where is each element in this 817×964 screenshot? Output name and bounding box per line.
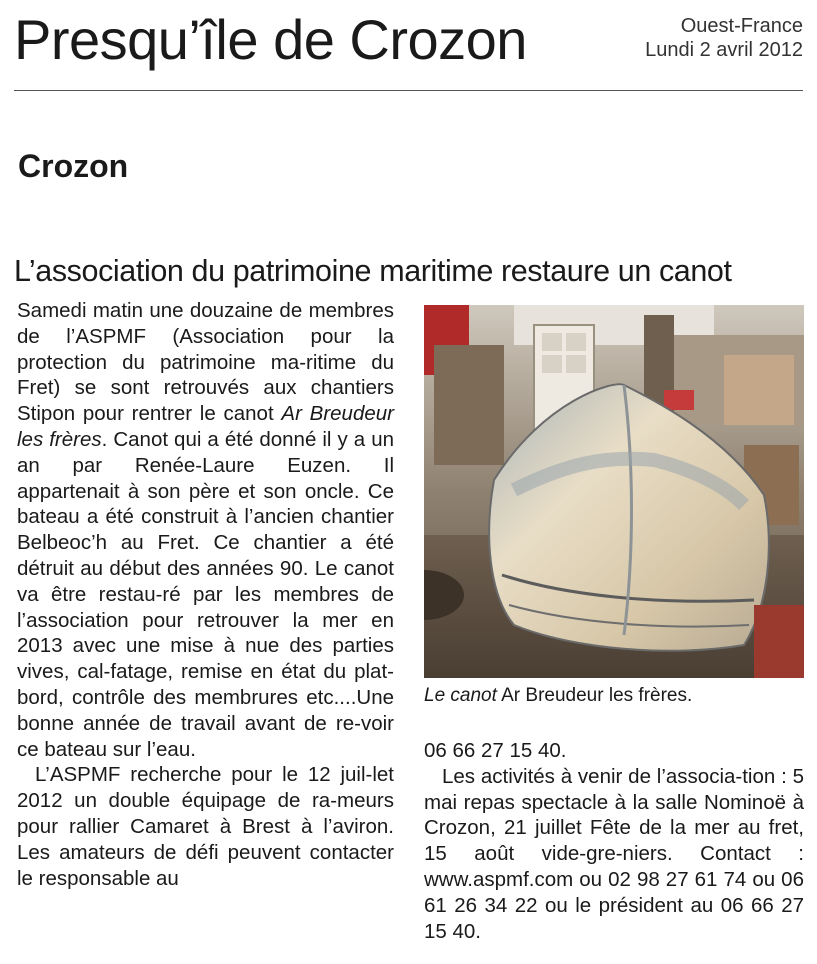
article-column-left (17, 298, 394, 891)
town-heading: Crozon (18, 148, 129, 184)
article-paragraph: Les activités à venir de l’associa-tion : 5 mai repas spectacle à la salle Nominoë à Crozon, 21 juillet Fête de la mer au fret, 15 août vide-gre-niers. Contact : www.aspmf.com ou 02 98 27 61 74 ou 06 61 26 34 22 ou le président au 06 66 27 15 40. (424, 764, 804, 943)
article-paragraph: L’ASPMF recherche pour le 12 juil-let 2012 un double équipage de ra-meurs pour rallier Camaret à Brest à l’aviron. Les amateurs de défi peuvent contacter le responsable au (17, 763, 394, 890)
article-column-right (424, 738, 804, 944)
caption-text: Ar Breudeur les frères. (496, 685, 693, 706)
boat-name: Ar Breudeur les frères (17, 402, 394, 451)
article-paragraph: 06 66 27 15 40. (424, 739, 567, 762)
boat-photo (424, 305, 804, 678)
publication-name: Ouest-France (680, 15, 803, 37)
paragraph-text: Samedi matin une douzaine de membres de l’ASPMF (Association pour la protection du patrimoine ma-ritime du Fret) se sont retrouvés aux chantiers Stipon pour rentrer le canot (17, 299, 394, 426)
article-headline: L’association du patrimoine maritime restaure un canot (14, 254, 732, 288)
paragraph-text: . Canot qui a été donné il y a un an par Renée-Laure Euzen. Il appartenait à son père et son oncle. Ce bateau a été construit à l’ancien chantier Belbeoc’h au Fret. Ce chantier a été détruit au début des années 90. Le canot va être restau-ré par les membres de l’association pour retrouver la mer en 2013 avec une mise à nue des parties vives, cal-fatage, remise en état du plat-bord, contrôle des membrures etc....Une bonne année de travail avant de re-voir ce bateau sur l’eau. (17, 427, 394, 761)
page-section-title: Presqu’île de Crozon (14, 8, 527, 71)
photo-caption (424, 684, 804, 708)
caption-italic: Le canot (424, 685, 497, 706)
article-paragraph (17, 298, 394, 762)
header-divider (14, 90, 803, 91)
publication-info (645, 14, 803, 62)
publication-date: Lundi 2 avril 2012 (645, 39, 803, 61)
